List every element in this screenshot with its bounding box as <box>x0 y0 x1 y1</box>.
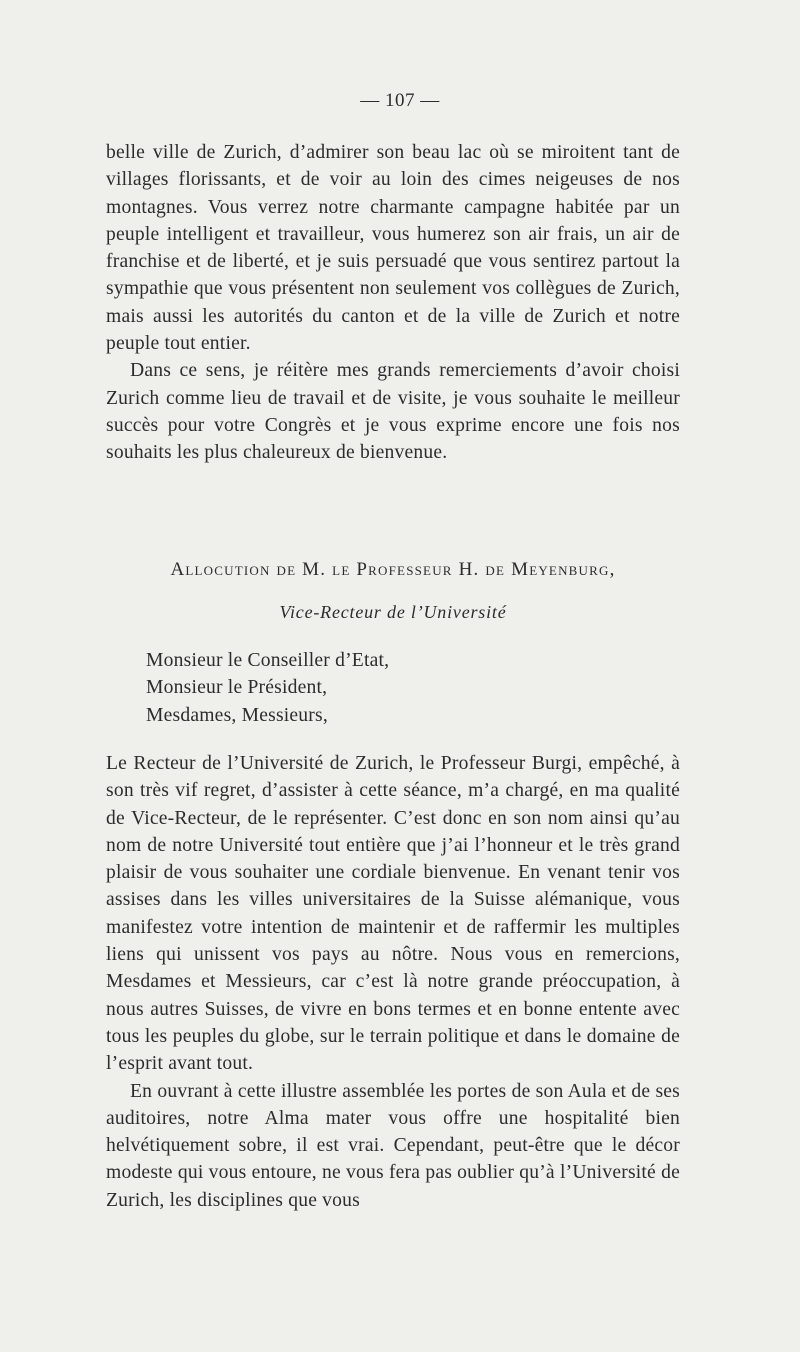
page-number: — 107 — <box>360 90 440 111</box>
salutation-line: Mesdames, Messieurs, <box>146 704 328 726</box>
paragraph-3: Le Recteur de l’Université de Zurich, le Professeur Burgi, empêché, à son très vif regret, d’assister à cette séance, m’a chargé, en ma qualité de Vice-Recteur, de le représenter. C’est donc en son nom ainsi qu’au nom de notre Université tout entière que j’ai l’honneur et le très grand plaisir de vous souhaiter une cordiale bienvenue. En venant tenir vos assises dans les villes universitaires de la Suisse alémanique, vous manifestez votre intention de maintenir et de raffermir les multiples liens qui unissent vos pays au nôtre. Nous vous en remercions, Mesdames et Messieurs, car c’est là notre grande préoccupation, à nous autres Suisses, de vivre en bons termes et en bonne entente avec tous les peuples du globe, sur le terrain politique et dans le domaine de l’esprit avant tout. <box>106 753 680 1075</box>
paragraph-1: belle ville de Zurich, d’admirer son beau lac où se miroitent tant de villages florissants, et de voir au loin des cimes neigeuses de nos montagnes. Vous verrez notre charmante campagne habitée par un peuple intelligent et travailleur, vous humerez son air frais, un air de franchise et de liberté, et je suis persuadé que vous sentirez partout la sympathie que vous présentent non seulement vos collègues de Zurich, mais aussi les autorités du canton et de la ville de Zurich et notre peuple tout entier. <box>106 142 680 355</box>
section-heading: Allocution de M. le Professeur H. de Meyenburg, <box>170 559 616 580</box>
salutation-line: Monsieur le Conseiller d’Etat, <box>146 650 390 671</box>
paragraph-4: En ouvrant à cette illustre assemblée les portes de son Aula et de ses auditoires, notre Alma mater vous offre une hospitalité bien helvétiquement sobre, il est vrai. Cependant, peut-être que le décor modeste qui vous entoure, ne vous fera pas oublier qu’à l’Université de Zurich, les disciplines que vous <box>106 1080 680 1211</box>
section-subheading: Vice-Recteur de l’Université <box>279 602 507 622</box>
salutation-block <box>146 647 389 729</box>
speech-text-block <box>106 750 680 1214</box>
opening-text-block <box>106 139 680 467</box>
paragraph-2: Dans ce sens, je réitère mes grands remerciements d’avoir choisi Zurich comme lieu de travail et de visite, je vous souhaite le meilleur succès pour votre Congrès et je vous exprime encore une fois nos souhaits les plus chaleureux de bienvenue. <box>106 360 680 464</box>
salutation-line: Monsieur le Président, <box>146 677 328 699</box>
